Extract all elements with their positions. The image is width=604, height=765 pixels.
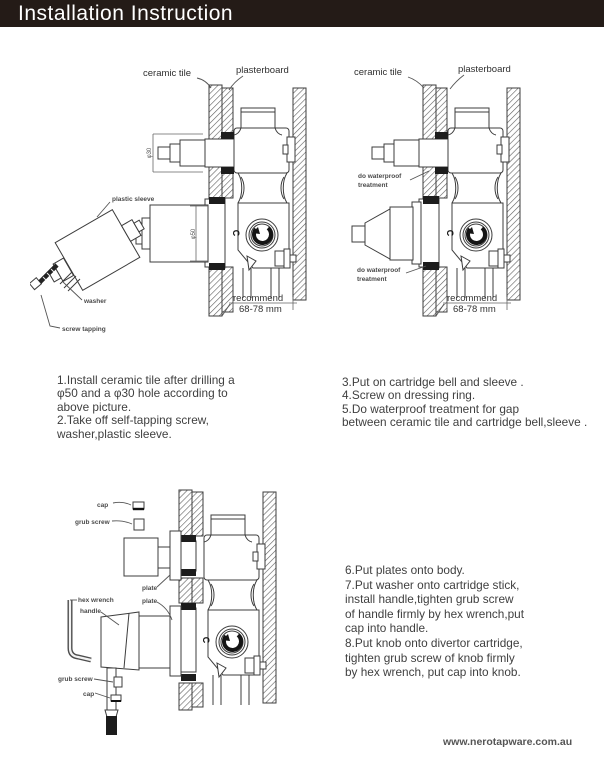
cap-part-bottom	[111, 695, 121, 701]
diagram-handle-install	[40, 478, 295, 740]
label-handle: handle	[80, 608, 101, 615]
stud-wall	[263, 492, 276, 703]
label-waterproof-bottom	[357, 266, 426, 283]
label-cap-bottom: cap	[83, 691, 95, 698]
label-ceramic-tile: ceramic tile	[143, 68, 192, 79]
step-line: tighten grub screw of knob firmly	[345, 650, 515, 665]
plastic-sleeve	[37, 201, 155, 301]
step-line: cap into handle.	[345, 621, 429, 636]
step-line: 4.Screw on dressing ring.	[342, 388, 476, 403]
svg-text:recommend: recommend	[447, 293, 498, 304]
outlet-stick	[158, 132, 234, 174]
grub-screw-part-top	[134, 519, 144, 530]
label-hex-wrench: hex wrench	[78, 597, 114, 604]
outlet-stick	[372, 132, 448, 174]
label-ceramic-tile: ceramic tile	[354, 67, 403, 78]
label-plasterboard: plasterboard	[236, 65, 289, 76]
stud-wall	[293, 88, 306, 300]
svg-text:68-78 mm: 68-78 mm	[453, 304, 496, 315]
steps-block-1	[57, 374, 235, 441]
step-line: by hex wrench, put cap into knob.	[345, 665, 521, 680]
step-line: 2.Take off self-tapping screw,	[57, 413, 209, 428]
website-text: www.nerotapware.com.au	[443, 736, 573, 748]
valve-marking: C	[231, 229, 241, 237]
steps-block-3	[345, 563, 524, 680]
valve-marking: C	[445, 229, 455, 237]
svg-text:φ30: φ30	[147, 147, 153, 159]
diagram-install-tile	[30, 55, 320, 345]
step-line: 3.Put on cartridge bell and sleeve .	[342, 375, 524, 389]
valve-body	[448, 108, 510, 298]
svg-text:φ50: φ50	[191, 228, 197, 240]
step-line: between ceramic tile and cartridge bell,sleeve .	[342, 415, 588, 430]
svg-text:68-78 mm: 68-78 mm	[239, 304, 282, 315]
dim-recommend	[436, 293, 511, 316]
label-plate-lower: plate	[142, 598, 158, 605]
svg-text:treatment: treatment	[358, 182, 388, 189]
label-plastic-sleeve: plastic sleeve	[112, 196, 155, 203]
step-line: of handle firmly by hex wrench,put	[345, 606, 525, 621]
diverter-knob	[124, 531, 196, 580]
label-washer: washer	[84, 298, 107, 305]
svg-text:do waterproof: do waterproof	[358, 173, 402, 180]
label-waterproof-top	[358, 171, 429, 189]
valve-body	[234, 108, 296, 298]
valve-marking: C	[201, 636, 211, 644]
step-line: φ50 and a φ30 hole according to	[57, 386, 228, 401]
svg-text:do waterproof: do waterproof	[357, 267, 401, 274]
svg-text:treatment: treatment	[357, 276, 387, 283]
step-line: install handle,tighten grub screw	[345, 592, 514, 607]
step-line: above picture.	[57, 399, 132, 414]
step-line: 5.Do waterproof treatment for gap	[342, 401, 520, 416]
svg-text:recommend: recommend	[233, 293, 284, 304]
cartridge	[136, 197, 225, 270]
step-line: 7.Put washer onto cartridge stick,	[345, 577, 520, 592]
label-plate-upper: plate	[142, 585, 158, 592]
step-line: washer,plastic sleeve.	[57, 426, 172, 441]
steps-block-2	[342, 376, 587, 430]
valve-body	[204, 515, 266, 705]
label-plasterboard: plasterboard	[458, 64, 511, 75]
stud-wall	[507, 88, 520, 300]
cap-part-top	[133, 502, 144, 509]
cartridge-bell	[352, 196, 439, 270]
label-grub-screw-bottom: grub screw	[58, 676, 93, 683]
header-bar	[0, 0, 604, 27]
grub-screw-part-bottom	[114, 677, 122, 687]
diagram-waterproof	[330, 55, 604, 345]
step-line: 1.Install ceramic tile after drilling a	[57, 373, 235, 387]
dim-recommend	[222, 293, 297, 316]
label-cap-top: cap	[97, 502, 109, 509]
label-screw-tapping: screw tapping	[62, 326, 106, 333]
step-line: 8.Put knob onto divertor cartridge,	[345, 635, 523, 650]
page-title: Installation Instruction	[18, 2, 234, 25]
step-line: 6.Put plates onto body.	[345, 563, 465, 577]
label-grub-screw-top: grub screw	[75, 519, 110, 526]
